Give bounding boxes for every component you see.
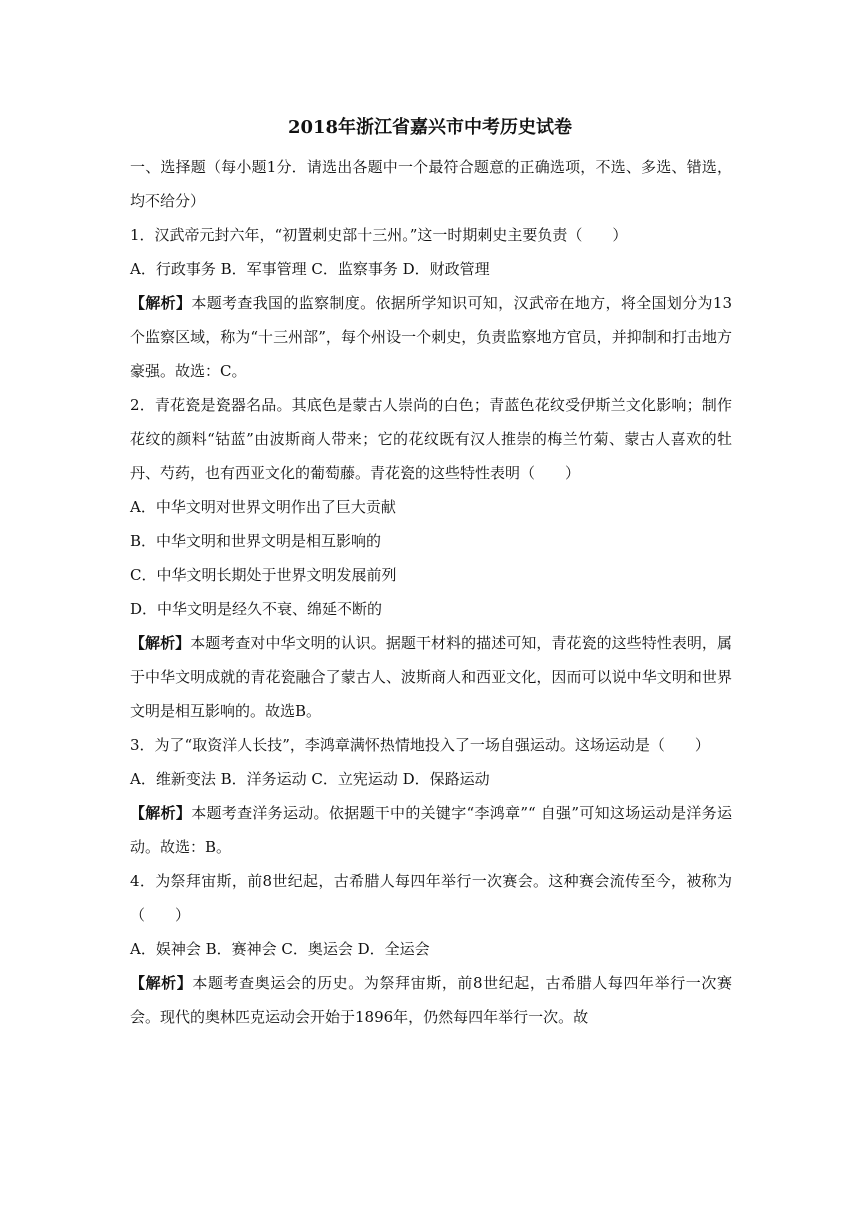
question-4 [130, 864, 732, 1034]
analysis-text: 本题考查我国的监察制度。依据所学知识可知，汉武帝在地方，将全国划分为13个监察区域，称为“十三州部”，每个州设一个刺史，负责监察地方官员，并抑制和打击地方豪强。故选：C。 [130, 294, 732, 380]
question-options: A．行政事务 B．军事管理 C．监察事务 D．财政管理 [130, 260, 490, 278]
question-stem: 3．为了“取资洋人长技”，李鸿章满怀热情地投入了一场自强运动。这场运动是（ ） [130, 736, 710, 754]
question-option-c: C．中华文明长期处于世界文明发展前列 [130, 566, 397, 584]
question-analysis [130, 286, 732, 388]
question-analysis [130, 626, 732, 728]
question-option-a: A．中华文明对世界文明作出了巨大贡献 [130, 498, 396, 516]
analysis-tag: 【解析】 [130, 974, 193, 992]
analysis-tag: 【解析】 [130, 294, 192, 312]
question-1 [130, 218, 732, 388]
question-option-d: D．中华文明是经久不衰、绵延不断的 [130, 600, 383, 618]
analysis-tag: 【解析】 [130, 804, 192, 822]
document-title: 2018年浙江省嘉兴市中考历史试卷 [287, 117, 573, 138]
question-2 [130, 388, 732, 728]
question-option-b: B．中华文明和世界文明是相互影响的 [130, 532, 382, 550]
question-options: A．维新变法 B．洋务运动 C．立宪运动 D．保路运动 [130, 770, 490, 788]
question-stem: 1．汉武帝元封六年，“初置刺史部十三州。”这一时期刺史主要负责（ ） [130, 226, 628, 244]
analysis-tag: 【解析】 [130, 634, 191, 652]
question-stem: 2．青花瓷是瓷器名品。其底色是蒙古人崇尚的白色；青蓝色花纹受伊斯兰文化影响；制作花纹的颜料“钴蓝”由波斯商人带来；它的花纹既有汉人推崇的梅兰竹菊、蒙古人喜欢的牡丹、芍药，也有西亚文化的葡萄藤。青花瓷的这些特性表明（ ） [130, 396, 732, 482]
question-stem: 4．为祭拜宙斯，前8世纪起，古希腊人每四年举行一次赛会。这种赛会流传至今，被称为（ ） [130, 872, 732, 924]
analysis-text: 本题考查对中华文明的认识。据题干材料的描述可知，青花瓷的这些特性表明，属于中华文明成就的青花瓷融合了蒙古人、波斯商人和西亚文化，因而可以说中华文明和世界文明是相互影响的。故选B。 [130, 634, 732, 720]
section-heading: 一、选择题（每小题1分．请选出各题中一个最符合题意的正确选项，不选、多选、错选，均不给分） [130, 158, 732, 210]
question-analysis [130, 966, 732, 1034]
document-body [130, 150, 732, 1034]
analysis-text: 本题考查洋务运动。依据题干中的关键字“李鸿章”“ 自强”可知这场运动是洋务运动。故选：B。 [130, 804, 732, 856]
question-analysis [130, 796, 732, 864]
question-options: A．娱神会 B．赛神会 C．奥运会 D．全运会 [130, 940, 430, 958]
question-3 [130, 728, 732, 864]
analysis-text: 本题考查奥运会的历史。为祭拜宙斯，前8世纪起，古希腊人每四年举行一次赛会。现代的奥林匹克运动会开始于1896年，仍然每四年举行一次。故 [130, 974, 732, 1026]
